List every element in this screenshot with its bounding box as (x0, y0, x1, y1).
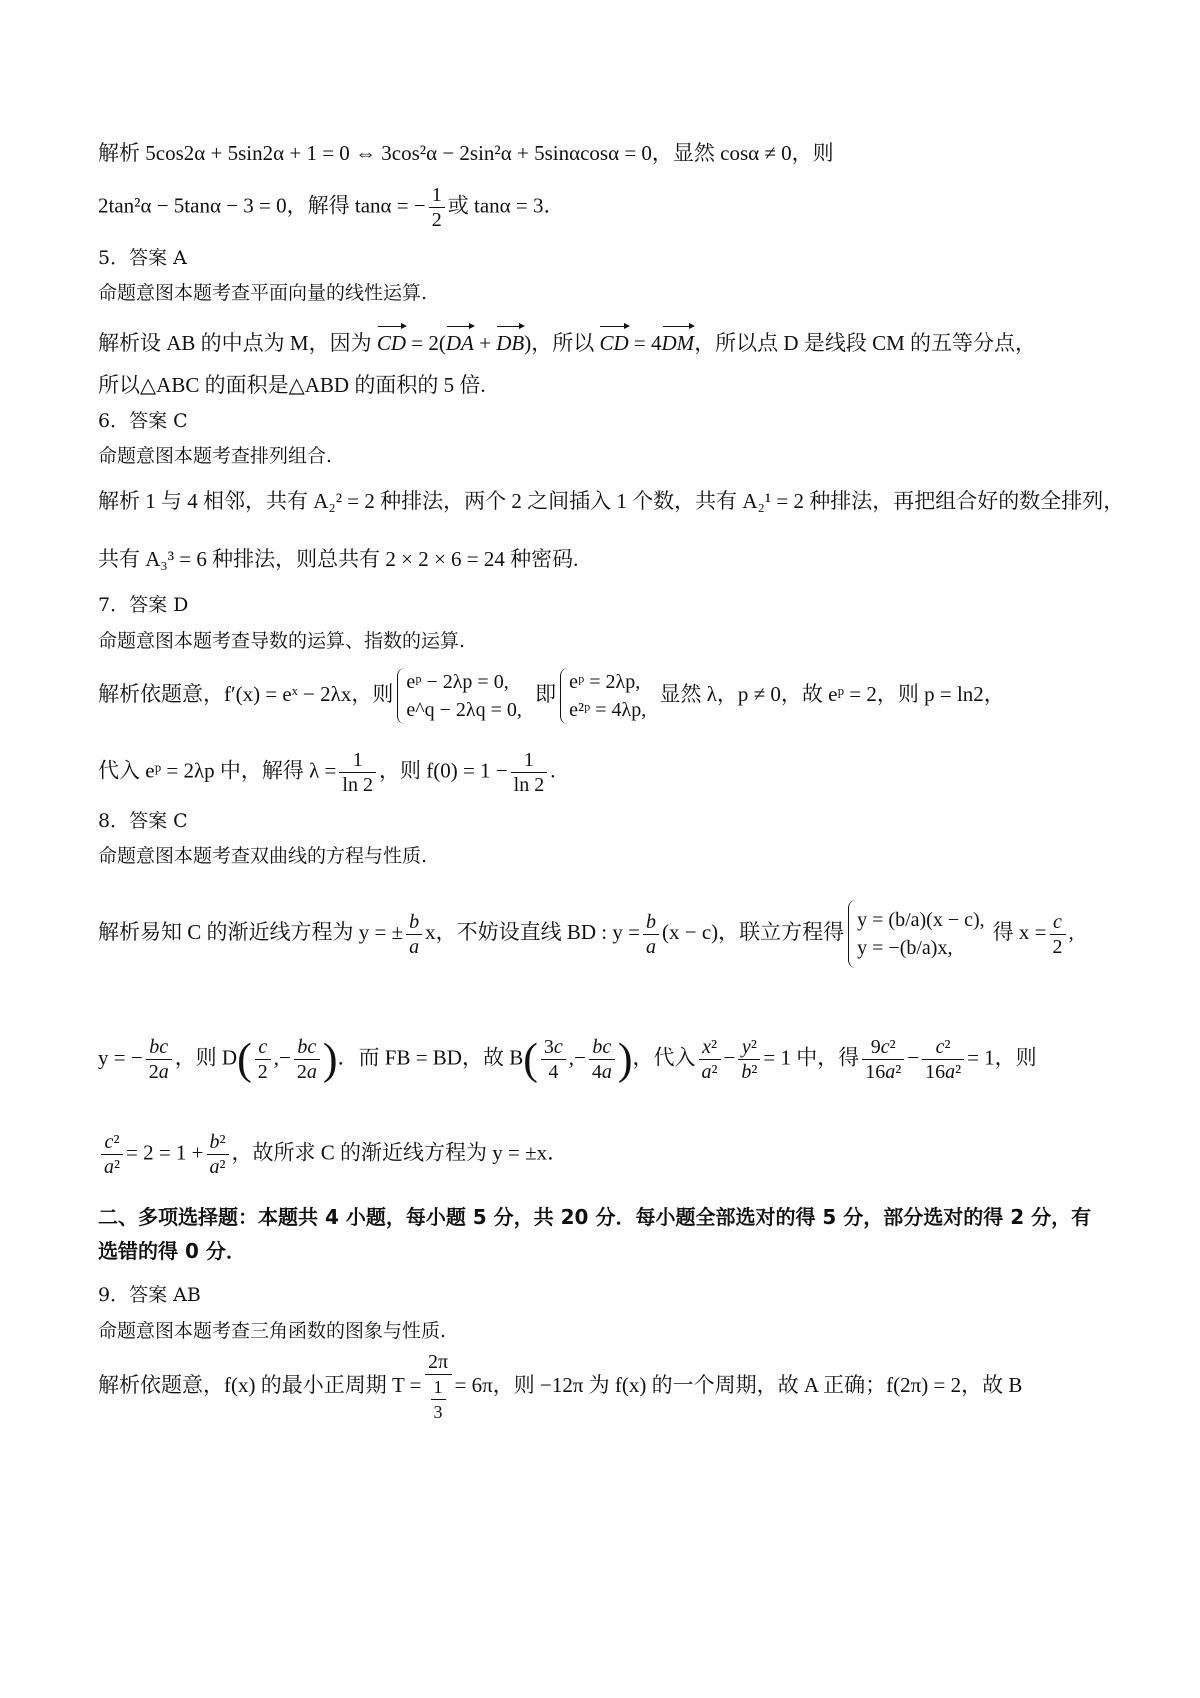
section-title: 二、多项选择题：本题共 4 小题，每小题 5 分，共 20 分．每小题全部选对的得 5 分，部分选对的得 2 分，有选错的得 0 分． (98, 1205, 1092, 1263)
text: y = − (98, 1045, 143, 1070)
text: 或 tanα = 3． (447, 193, 565, 218)
text: 代入 eᵖ = 2λp 中，解得 λ = (98, 758, 337, 783)
solution-line: 共有 A₃³ = 6 种排法，则总共有 2 × 2 × 6 = 24 种密码. (98, 547, 579, 571)
fraction: $\frac{1}{\ln 2}$ (511, 748, 548, 797)
text: 解析依题意，f(x) 的最小正周期 T = (98, 1372, 422, 1397)
equation: y = −(b/a)x, (857, 937, 953, 959)
solution-line (98, 668, 1110, 724)
equation: eᵖ = 2λp, (569, 671, 641, 693)
solution-line: 所以△ABC 的面积是△ABD 的面积的 5 倍. (98, 373, 486, 397)
text: ．而 FB = BD，故 B (337, 1045, 524, 1070)
text: ，故所求 C 的渐近线方程为 y = ±x． (231, 1140, 569, 1165)
text: ，代入 (632, 1045, 696, 1070)
answer-6: 6．答案 C (98, 410, 188, 432)
answer-8: 8．答案 C (98, 810, 188, 832)
text: = 1 中，得 (763, 1045, 860, 1070)
equation: e^q − 2λq = 0, (406, 699, 522, 721)
solution-line (98, 183, 1110, 232)
text: 解析设 AB 的中点为 M，因为 (98, 331, 372, 355)
text: ，所以点 D 是线段 CM 的五等分点， (694, 331, 1037, 355)
text: ，所以 (531, 331, 595, 355)
equation: y = (b/a)(x − c), (857, 909, 985, 931)
text: 2tan²α − 5tanα − 3 = 0，解得 tanα = − (98, 193, 426, 218)
fraction: $\frac{2\pi}{\frac{1}{3}}$ (425, 1350, 452, 1424)
text: = 2 = 1 + (126, 1140, 204, 1165)
fraction: $\frac{c}{2}$ (1050, 910, 1066, 959)
vector-cd: CD (377, 326, 406, 356)
solution-line: 代入 eᵖ = 2λp 中，解得 λ = $\frac{1}{\ln 2}$ ，则 f(0) = 1 − $\frac{1}{\ln 2}$ . (98, 749, 556, 796)
equation-system (848, 900, 989, 968)
text: = 1，则 (967, 1045, 1037, 1070)
intent-6: 命题意图本题考查排列组合. (98, 445, 333, 467)
solution-line (98, 1350, 1110, 1424)
text: = 6π，则 −12π 为 f(x) 的一个周期，故 A 正确；f(2π) = 2，故 B (454, 1372, 1023, 1397)
solution-line: 解析设 AB 的中点为 M，因为 CD = 2(DA + DB)，所以 CD = 4DM，所以点 D 是线段 CM 的五等分点， (98, 326, 1110, 356)
fraction: $\frac{b}{a}$ (406, 910, 422, 959)
text: 解析依题意，f′(x) = eˣ − 2λx，则 (98, 681, 394, 706)
text: (x − c)，联立方程得 (661, 919, 845, 944)
equation: eᵖ − 2λp = 0, (406, 671, 509, 693)
solution-line: 解析 1 与 4 相邻，共有 A₂² = 2 种排法，两个 2 之间插入 1 个数，共有 A₂¹ = 2 种排法，再把组合好的数全排列， (98, 489, 1125, 513)
intent-7: 命题意图本题考查导数的运算、指数的运算. (98, 630, 466, 652)
equation-system (397, 668, 526, 724)
intent-5: 命题意图本题考查平面向量的线性运算. (98, 282, 428, 304)
answer-7: 7．答案 D (98, 594, 189, 616)
text: 即 (535, 681, 557, 706)
intent-8: 命题意图本题考查双曲线的方程与性质. (98, 845, 428, 867)
intent-9: 命题意图本题考查三角函数的图象与性质. (98, 1320, 447, 1342)
answer-9: 9．答案 AB (98, 1284, 201, 1306)
text: ，则 D (174, 1045, 238, 1070)
text: 显然 λ，p ≠ 0，故 eᵖ = 2，则 p = ln2， (659, 681, 1005, 706)
text: 解析易知 C 的渐近线方程为 y = ± (98, 919, 404, 944)
text: x，不妨设直线 BD : y = (425, 919, 640, 944)
equation: e²ᵖ = 4λp, (569, 699, 647, 721)
solution-line: $\frac{\text{c²}}{\text{a²}}$ = 2 = 1 + $\frac{\text{b²}}{\text{a²}}$ ，故所求 C 的渐近线方程为 y = ±x． (98, 1130, 1110, 1179)
fraction: $\frac{1}{2}$ (429, 183, 445, 232)
solution-line: 解析 5cos2α + 5sin2α + 1 = 0 ⇔ 3cos²α − 2sin²α + 5sinαcosα = 0，显然 cosα ≠ 0，则 (98, 141, 834, 165)
solution-line: y = − $\frac{bc}{2a}$ ，则 D( $\frac{c}{2}$ ,− $\frac{bc}{2a}$ )．而 FB = BD，故 B( $\frac{3c}{4}$ ,− $\frac{bc}{4a}$ )，代入 $\frac{\text{x²}}{\text{a²}}$ − $\frac{\text{y²}}{\text{b²}}$ = 1 中，得 $\frac{\text{9c²}}{\text{16a²}}$ − $\frac{\text{c²}}{\text{16a²}}$ = 1，则 (98, 1034, 1037, 1084)
solution-line: 解析易知 C 的渐近线方程为 y = ± $\frac{b}{a}$ x，不妨设直线 BD : y = $\frac{b}{a}$ (x − c)，联立方程得 y = (b/a)(x − c), y = −(b/a)x, 得 x = $\frac{c}{2}$ , (98, 900, 1110, 968)
fraction: $\frac{1}{\ln 2}$ (339, 748, 376, 797)
text: 得 x = (992, 919, 1047, 944)
fraction: $\frac{b}{a}$ (643, 910, 659, 959)
text: ，则 f(0) = 1 − (378, 758, 508, 783)
equation-system (560, 668, 650, 724)
answer-5: 5．答案 A (98, 247, 187, 269)
